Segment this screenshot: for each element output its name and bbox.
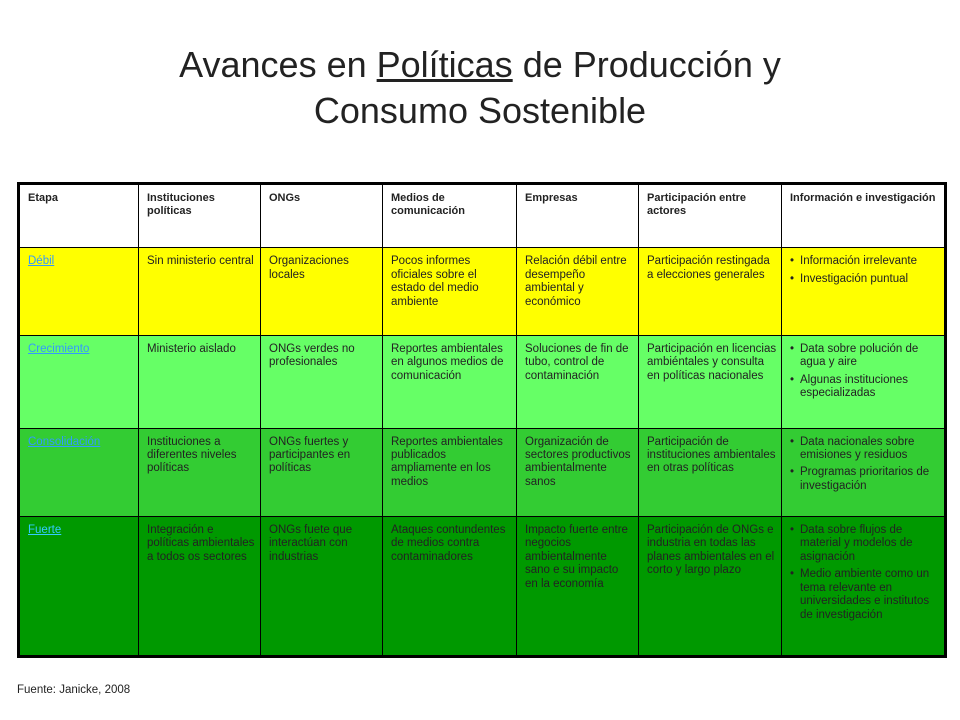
cell-empresas: Impacto fuerte entre negocios ambientalmente sano e su impacto en la economía	[517, 517, 639, 657]
cell-empresas: Relación débil entre desempeño ambiental y económico	[517, 248, 639, 336]
title-prefix: Avances en	[179, 44, 377, 85]
cell-ongs: ONGs verdes no profesionales	[261, 335, 383, 428]
cell-informacion	[782, 517, 946, 657]
cell-medios: Pocos informes oficiales sobre el estado del medio ambiente	[383, 248, 517, 336]
cell-participacion: Participación en licencias ambiéntales y consulta en políticas nacionales	[639, 335, 782, 428]
table-row	[19, 428, 946, 517]
cell-empresas: Organización de sectores productivos ambientalmente sanos	[517, 428, 639, 517]
bullet-list	[790, 343, 940, 401]
header-informacion: Información e investigación	[782, 184, 946, 248]
title-suffix: de Producción y	[512, 44, 781, 85]
cell-empresas: Soluciones de fin de tubo, control de contaminación	[517, 335, 639, 428]
stage-link-fuerte[interactable]: Fuerte	[28, 524, 62, 537]
table-row	[19, 335, 946, 428]
table-header-row	[19, 184, 946, 248]
list-item: • Data nacionales sobre emisiones y residuos	[798, 436, 940, 463]
cell-instituciones: Integración e políticas ambientales a todos os sectores	[139, 517, 261, 657]
source-citation: Fuente: Janicke, 2008	[17, 684, 131, 696]
cell-instituciones: Sin ministerio central	[139, 248, 261, 336]
cell-participacion: Participación de ONGs e industria en todas las planes ambientales en el corto y largo plazo	[639, 517, 782, 657]
table-row	[19, 248, 946, 336]
title-line-1	[0, 42, 960, 88]
list-item: • Algunas instituciones especializadas	[798, 374, 940, 401]
cell-ongs: ONGs fuertes y participantes en políticas	[261, 428, 383, 517]
cell-instituciones: Instituciones a diferentes niveles políticas	[139, 428, 261, 517]
list-item: • Data sobre polución de agua y aire	[798, 343, 940, 370]
cell-informacion	[782, 335, 946, 428]
table-row	[19, 517, 946, 657]
cell-informacion	[782, 428, 946, 517]
list-item: • Información irrelevante	[798, 255, 940, 268]
header-medios: Medios de comunicación	[383, 184, 517, 248]
cell-instituciones: Ministerio aislado	[139, 335, 261, 428]
header-ongs: ONGs	[261, 184, 383, 248]
cell-medios: Ataques contundentes de medios contra contaminadores	[383, 517, 517, 657]
bullet-list	[790, 524, 940, 622]
header-empresas: Empresas	[517, 184, 639, 248]
cell-etapa	[19, 248, 139, 336]
stage-link-crecimiento[interactable]: Crecimiento	[28, 342, 90, 355]
stage-link-consolidacion[interactable]: Consolidación	[28, 435, 101, 448]
list-item: • Programas prioritarios de investigación	[798, 466, 940, 493]
cell-medios: Reportes ambientales en algunos medios de comunicación	[383, 335, 517, 428]
list-item: • Medio ambiente como un tema relevante en universidades e institutos de investigación	[798, 568, 940, 622]
bullet-list	[790, 436, 940, 494]
policy-stages-table	[17, 182, 947, 658]
list-item: • Investigación puntual	[798, 273, 940, 286]
slide-title	[0, 42, 960, 134]
cell-etapa	[19, 517, 139, 657]
header-participacion: Participación entre actores	[639, 184, 782, 248]
cell-informacion	[782, 248, 946, 336]
cell-participacion: Participación restingada a elecciones generales	[639, 248, 782, 336]
list-item: • Data sobre flujos de material y modelos de asignación	[798, 524, 940, 564]
bullet-list	[790, 255, 940, 286]
cell-participacion: Participación de instituciones ambientales en otras políticas	[639, 428, 782, 517]
cell-etapa	[19, 335, 139, 428]
title-line-2: Consumo Sostenible	[313, 90, 647, 131]
cell-etapa	[19, 428, 139, 517]
title-underlined-word: Políticas	[376, 44, 513, 85]
stage-link-debil[interactable]: Débil	[28, 255, 55, 268]
cell-ongs: Organizaciones locales	[261, 248, 383, 336]
cell-medios: Reportes ambientales publicados ampliamente en los medios	[383, 428, 517, 517]
cell-ongs: ONGs fuete que interactúan con industrias	[261, 517, 383, 657]
header-etapa: Etapa	[19, 184, 139, 248]
header-instituciones: Instituciones políticas	[139, 184, 261, 248]
